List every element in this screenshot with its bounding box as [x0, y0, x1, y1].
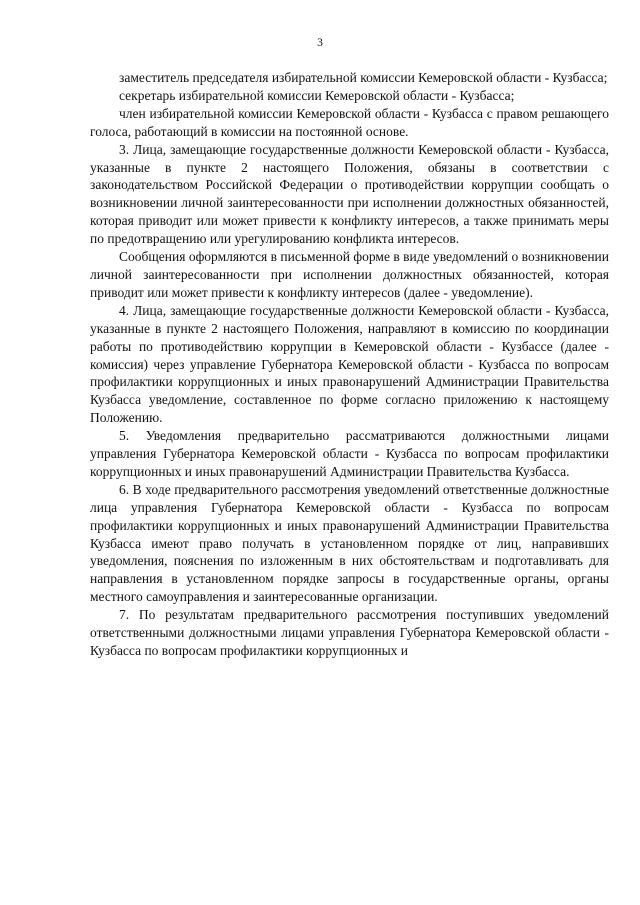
document-body — [90, 69, 609, 660]
paragraph-deputy-chair: заместитель председателя избирательной комиссии Кемеровской области - Кузбасса; — [119, 70, 608, 85]
paragraph-secretary: секретарь избирательной комиссии Кемеровской области - Кузбасса; — [119, 87, 515, 103]
paragraph-clause-5: 5. Уведомления предварительно рассматриваются должностными лицами управления Губернатора Кемеровской области - Кузбасса по вопросам профилактики коррупционных и иных правонарушений Администрации Правительства Кузбасса. — [90, 428, 609, 479]
page-number: 3 — [317, 37, 323, 49]
paragraph-commission-member: член избирательной комиссии Кемеровской области - Кузбасса с правом решающего голоса, работающий в комиссии на постоянной основе. — [90, 105, 609, 139]
paragraph-clause-6: 6. В ходе предварительного рассмотрения уведомлений ответственные должностные лица управления Губернатора Кемеровской области - Кузбасса по вопросам профилактики коррупционных и иных правонарушений Администрации Правительства Кузбасса имеют право получать в установленном порядке от лиц, направивших уведомления, пояснения по изложенным в них обстоятельствам и подготавливать для направления в установленном порядке запросы в государственные органы, органы местного самоуправления и заинтересованные организации. — [90, 481, 609, 605]
paragraph-notification-form: Сообщения оформляются в письменной форме в виде уведомлений о возникновении личной заинтересованности при исполнении должностных обязанностей, которая приводит или может привести к конфликту интересов (далее - уведомление). — [90, 249, 609, 300]
paragraph-clause-3: 3. Лица, замещающие государственные должности Кемеровской области - Кузбасса, указанные в пункте 2 настоящего Положения, обязаны в соответствии с законодательством Российской Федерации о противодействии коррупции сообщать о возникновении личной заинтересованности при исполнении должностных обязанностей, которая приводит или может привести к конфликту интересов, а также принимать меры по предотвращению или урегулированию конфликта интересов. — [90, 141, 609, 247]
paragraph-clause-7: 7. По результатам предварительного рассмотрения поступивших уведомлений ответственными должностными лицами управления Губернатора Кемеровской области - Кузбасса по вопросам профилактики коррупционных и — [90, 607, 609, 658]
paragraph-clause-4: 4. Лица, замещающие государственные должности Кемеровской области - Кузбасса, указанные в пункте 2 настоящего Положения, направляют в комиссию по координации работы по противодействию коррупции в Кемеровской области - Кузбассе (далее - комиссия) через управление Губернатора Кемеровской области - Кузбасса по вопросам профилактики коррупционных и иных правонарушений Администрации Правительства Кузбасса уведомление, составленное по форме согласно приложению к настоящему Положению. — [90, 302, 609, 426]
